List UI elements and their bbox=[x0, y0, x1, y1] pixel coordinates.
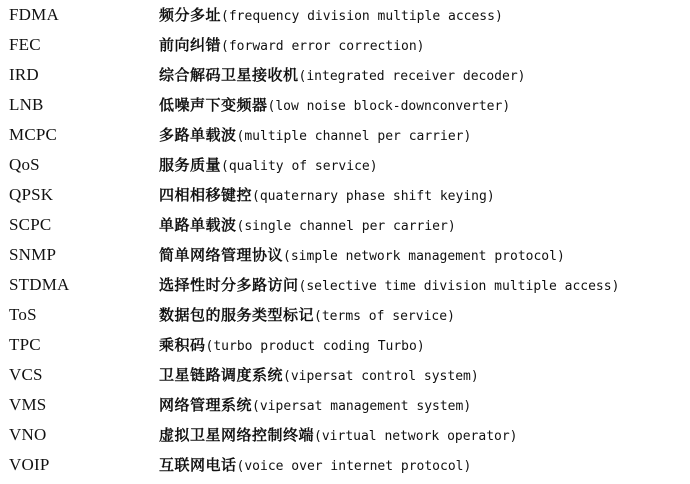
chinese-term: 单路单载波 bbox=[159, 216, 237, 234]
abbreviation: SCPC bbox=[9, 215, 52, 234]
chinese-term: 卫星链路调度系统 bbox=[159, 366, 284, 384]
definition bbox=[159, 4, 503, 28]
definition bbox=[159, 124, 471, 148]
english-term: (voice over internet protocol) bbox=[236, 459, 472, 474]
english-term: (virtual network operator) bbox=[314, 429, 518, 444]
english-term: (multiple channel per carrier) bbox=[236, 129, 472, 144]
chinese-term: 低噪声下变频器 bbox=[159, 96, 268, 114]
abbreviation: VMS bbox=[9, 395, 47, 414]
english-term: (selective time division multiple access) bbox=[298, 279, 620, 294]
abbreviation: FDMA bbox=[9, 5, 59, 24]
chinese-term: 简单网络管理协议 bbox=[159, 246, 284, 264]
glossary-row bbox=[0, 154, 690, 184]
chinese-term: 前向纠错 bbox=[159, 36, 222, 54]
definition bbox=[159, 424, 518, 448]
glossary-row bbox=[0, 184, 690, 214]
english-term: (low noise block-downconverter) bbox=[267, 99, 511, 114]
chinese-term: 互联网电话 bbox=[159, 456, 237, 474]
abbreviation: IRD bbox=[9, 65, 39, 84]
chinese-term: 频分多址 bbox=[159, 6, 222, 24]
glossary-row bbox=[0, 244, 690, 274]
definition bbox=[159, 274, 619, 298]
definition bbox=[159, 304, 455, 328]
abbreviation: MCPC bbox=[9, 125, 58, 144]
abbreviation: VNO bbox=[9, 425, 47, 444]
english-term: (terms of service) bbox=[314, 309, 455, 324]
chinese-term: 综合解码卫星接收机 bbox=[159, 66, 299, 84]
abbreviation: QPSK bbox=[9, 185, 54, 204]
abbreviation: SNMP bbox=[9, 245, 57, 264]
chinese-term: 乘积码 bbox=[159, 336, 206, 354]
abbreviation: ToS bbox=[9, 305, 37, 324]
english-term: (forward error correction) bbox=[221, 39, 425, 54]
english-term: (turbo product coding Turbo) bbox=[205, 339, 425, 354]
abbreviation: TPC bbox=[9, 335, 41, 354]
english-term: (quaternary phase shift keying) bbox=[252, 189, 495, 204]
english-term: (quality of service) bbox=[221, 159, 378, 174]
definition bbox=[159, 334, 425, 358]
english-term: (frequency division multiple access) bbox=[221, 9, 503, 24]
definition bbox=[159, 64, 526, 88]
definition bbox=[159, 184, 495, 208]
abbreviation: VOIP bbox=[9, 455, 50, 474]
definition bbox=[159, 94, 510, 118]
english-term: (simple network management protocol) bbox=[283, 249, 565, 264]
definition bbox=[159, 34, 425, 58]
abbreviation: FEC bbox=[9, 35, 41, 54]
glossary-row bbox=[0, 124, 690, 154]
chinese-term: 服务质量 bbox=[159, 156, 222, 174]
chinese-term: 四相相移键控 bbox=[159, 186, 253, 204]
glossary-row bbox=[0, 424, 690, 454]
definition bbox=[159, 214, 456, 238]
chinese-term: 选择性时分多路访问 bbox=[159, 276, 299, 294]
definition bbox=[159, 364, 479, 388]
english-term: (integrated receiver decoder) bbox=[298, 69, 526, 84]
glossary-row bbox=[0, 334, 690, 364]
abbreviation: QoS bbox=[9, 155, 40, 174]
glossary-row bbox=[0, 4, 690, 34]
glossary-row bbox=[0, 214, 690, 244]
english-term: (single channel per carrier) bbox=[236, 219, 456, 234]
abbreviation: LNB bbox=[9, 95, 44, 114]
definition bbox=[159, 454, 471, 478]
english-term: (vipersat management system) bbox=[252, 399, 472, 414]
abbreviation: VCS bbox=[9, 365, 43, 384]
chinese-term: 多路单载波 bbox=[159, 126, 237, 144]
glossary-row bbox=[0, 94, 690, 124]
glossary-row bbox=[0, 454, 690, 484]
english-term: (vipersat control system) bbox=[283, 369, 479, 384]
definition bbox=[159, 394, 471, 418]
glossary-row bbox=[0, 64, 690, 94]
chinese-term: 网络管理系统 bbox=[159, 396, 253, 414]
glossary-row bbox=[0, 274, 690, 304]
chinese-term: 数据包的服务类型标记 bbox=[159, 306, 315, 324]
glossary-row bbox=[0, 364, 690, 394]
glossary-row bbox=[0, 394, 690, 424]
definition bbox=[159, 154, 378, 178]
glossary-row bbox=[0, 304, 690, 334]
abbreviation: STDMA bbox=[9, 275, 70, 294]
glossary-row bbox=[0, 34, 690, 64]
chinese-term: 虚拟卫星网络控制终端 bbox=[159, 426, 315, 444]
definition bbox=[159, 244, 565, 268]
